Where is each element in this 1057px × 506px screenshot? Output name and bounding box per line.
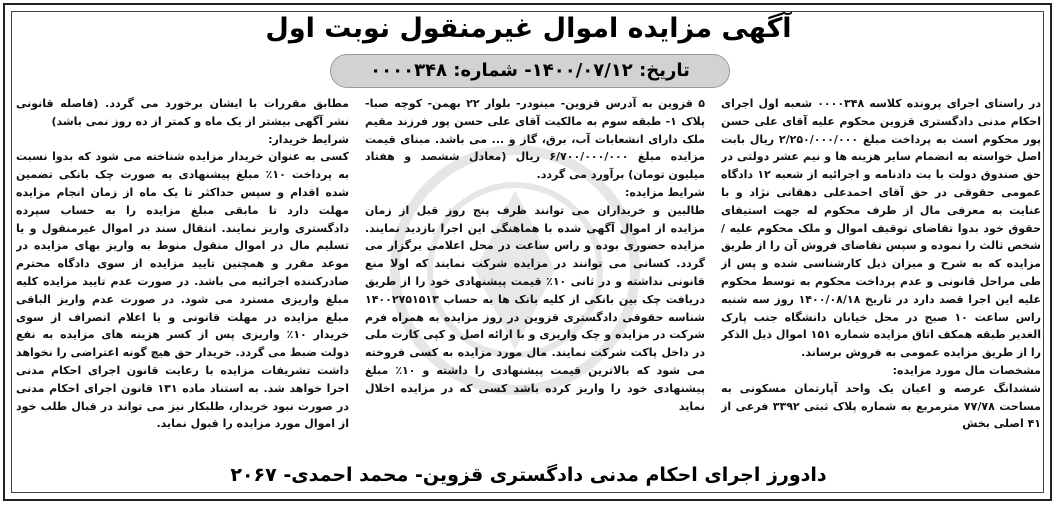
auction-conditions-heading: شرایط مزایده:: [625, 185, 705, 199]
buyer-conditions-heading: شرایط خریدار:: [268, 132, 349, 146]
notice-title: آگهی مزایده اموال غیرمنقول نوبت اول: [265, 13, 792, 44]
intro-paragraph: در راستای اجرای پرونده کلاسه ۰۰۰۰۳۴۸ شعبه اول اجرای احکام مدنی دادگستری قزوین محکوم علیه آقای علی حسن پور محکوم است به پرداخت مبلغ ۲/۲۵۰/۰۰۰/۰۰۰ ریال بابت اصل خواسته به انضمام سایر هزینه ها و نیم عشر دولتی در حق صندوق دولت با بت دادنامه و اجرائیه از شعبه ۱۲ دادگاه عمومی حقوقی در حق آقای احمدعلی دهقانی نژاد و با عنایت به معرفی مال از طرف محکوم له جهت استیفای حقوق خود بدوا تقاضای توقیف اموال و ملک محکوم علیه / شخص ثالث را نموده و سپس تقاضای فروش آن را از طریق مزایده که به شرح و میزان ذیل کارشناسی شده و پس از طی مراحل قانونی و عدم پرداخت محکوم به توسط محکوم علیه این اجرا قصد دارد در تاریخ ۱۴۰۰/۰۸/۱۸ روز سه شنبه راس ساعت ۱۰ صبح در محل خیابان دانشگاه جنب پارک الغدیر طبقه همکف اتاق مزایده شماره ۱۵۱ اموال ذیل الذکر را از طریق مزایده عمومی به فروش برساند.: [721, 97, 1041, 360]
auction-conditions-text: طالبین و خریداران می توانند ظرف پنج روز قبل از زمان مزایده از اموال آگهی شده با هماهنگی این اجرا بازدید نمایند. مزایده حضوری بوده و راس ساعت در محل اعلامی برگزار می گردد. کسانی می توانند در مزایده شرکت نمایند که اولا منع قانونی نداشته و در ثانی ۱۰٪ قیمت پیشنهادی خود را از طریق دریافت چک بین بانکی از کلیه بانک ها به حساب ۱۴۰۰۲۷۵۱۵۱۳ شناسه حقوقی دادگستری قزوین در روز مزایده به همراه فرم شرکت در مزایده و چک واریزی و با ارائه اصل و کپی کارت ملی در داخل پاکت شرکت نمایند. مال مورد مزایده به کسی فروخته می شود که بالاترین قیمت پیشنهادی را داشته و ۱۰٪ مبلغ پیشنهادی خود را واریز کرده باشد کسی که در مزایده اخلال نماید: [365, 203, 705, 413]
date-and-number: تاریخ: ۱۴۰۰/۰۷/۱۲- شماره: ۰۰۰۰۳۴۸: [330, 54, 730, 88]
signature-line: دادورز اجرای احکام مدنی دادگستری قزوین- محمد احمدی- ۲۰۶۷: [230, 464, 827, 486]
column-right: [721, 95, 1041, 455]
property-address-text: ۵ قزوین به آدرس قزوین- مینودر- بلوار ۲۲ بهمن- کوچه صبا- پلاک ۱- طبقه سوم به مالکیت آقای علی حسن پور فرزند مقیم ملک دارای انشعابات آب، برق، گاز و ... می باشد. مبنای قیمت مزایده مبلغ ۶/۷۰۰/۰۰۰/۰۰۰ ریال (معادل ششصد و هفتاد میلیون تومان) برآورد می گردد.: [365, 97, 705, 182]
notice-body: [16, 95, 1041, 455]
column-left: [16, 95, 349, 455]
property-specs-heading: مشخصات مال مورد مزایده:: [892, 363, 1041, 377]
buyer-conditions-text: کسی به عنوان خریدار مزایده شناخته می شود که بدوا نسبت به پرداخت ۱۰٪ مبلغ پیشنهادی به صورت چک بانکی تضمین شده اقدام و سپس حداکثر تا یک ماه از زمان انجام مزایده مهلت دارد تا مابقی مبلغ مزایده را به حساب سپرده دادگستری واریز نمایند. انتقال سند در اموال غیرمنقول و یا تسلیم مال در اموال منقول منوط به واریز بهای مزایده در موعد مقرر و همچنین تایید مزایده از سوی دادگاه محترم صادرکننده اجرائیه می باشد. در صورت عدم تایید مزایده کلیه مبلغ واریزی مسترد می شود. در صورت عدم واریز الباقی مبلغ مزایده در مهلت قانونی و یا اعلام انصراف از سوی خریدار ۱۰٪ واریزی پس از کسر هزینه های مزایده به نفع دولت ضبط می گردد. خریدار حق هیچ گونه اعتراضی را نخواهد داشت تشریفات مزایده با رعایت قانون اجرای احکام مدنی اجرا خواهد شد. به استناد ماده ۱۳۱ قانون اجرای احکام مدنی در صورت نبود خریدار، طلبکار نیز می تواند در قبال طلب خود از اموال مورد مزایده را قبول نماید.: [16, 150, 349, 431]
column-middle: [365, 95, 705, 455]
regulations-text: مطابق مقررات با ایشان برخورد می گردد. (فاصله قانونی نشر آگهی بیشتر از یک ماه و کمتر از ده روز نمی باشد): [16, 97, 349, 128]
property-specs-text: ششدانگ عرصه و اعیان یک واحد آپارتمان مسکونی به مساحت ۷۷/۷۸ مترمربع به شماره پلاک ثبتی ۳۳۹۲ فرعی از ۴۱ اصلی بخش: [721, 381, 1041, 431]
